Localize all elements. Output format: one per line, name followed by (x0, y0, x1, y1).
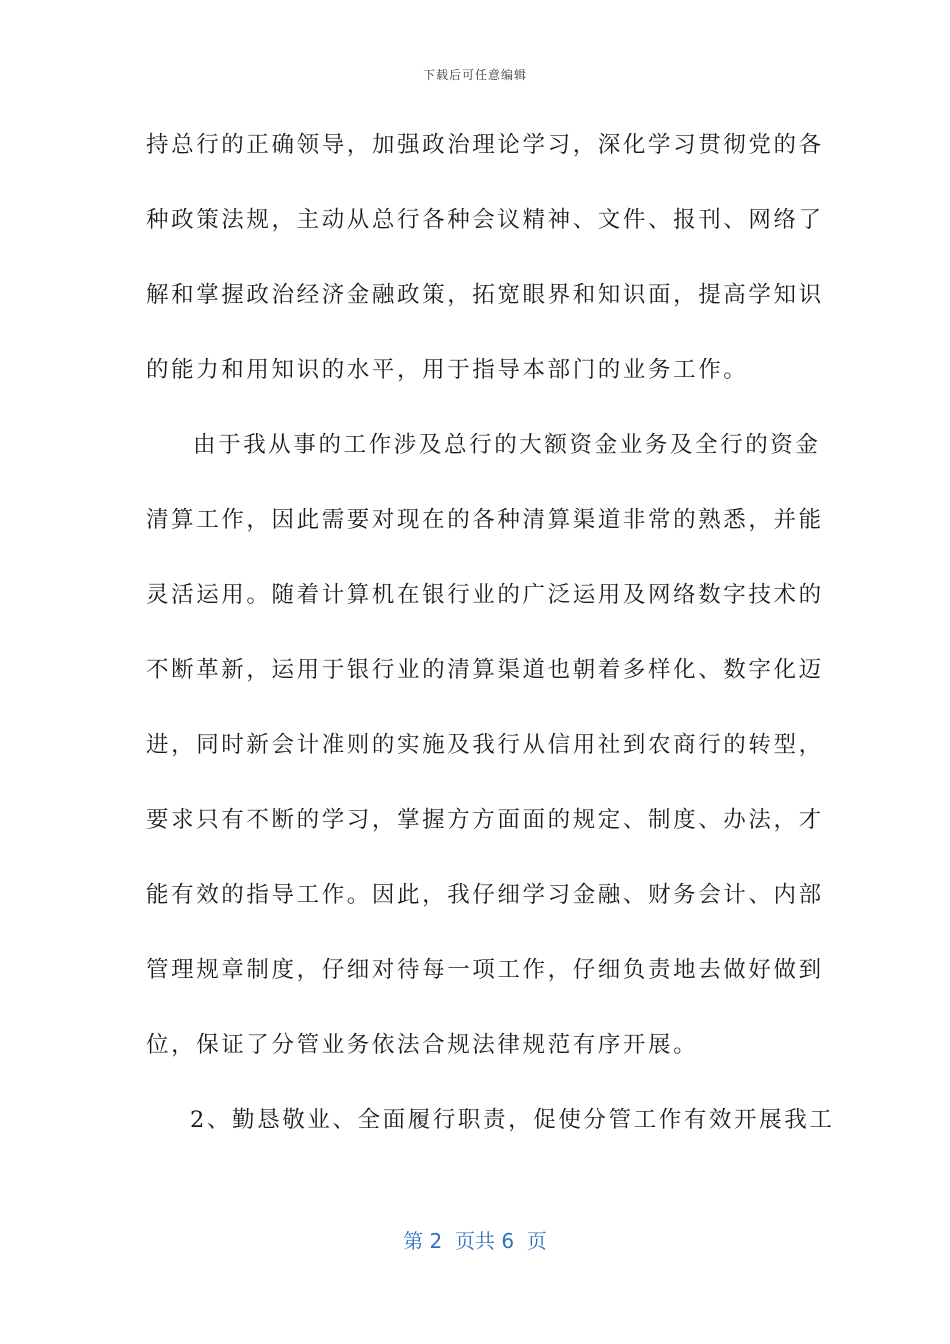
body-line-4: 的能力和用知识的水平，用于指导本部门的业务工作。 (146, 357, 749, 383)
body-line-2: 种政策法规，主动从总行各种会议精神、文件、报刊、网络了 (146, 207, 824, 233)
page-footer: 第 2 页共 6 页 (403, 1229, 547, 1253)
body-line-7: 灵活运用。随着计算机在银行业的广泛运用及网络数字技术的 (146, 582, 824, 608)
body-line-5: 由于我从事的工作涉及总行的大额资金业务及全行的资金 (193, 432, 821, 458)
body-line-14: 2、勤恳敬业、全面履行职责，促使分管工作有效开展我工 (190, 1107, 835, 1133)
body-line-13: 位，保证了分管业务依法合规法律规范有序开展。 (146, 1032, 699, 1058)
body-line-10: 要求只有不断的学习，掌握方方面面的规定、制度、办法，才 (146, 807, 824, 833)
body-line-12: 管理规章制度，仔细对待每一项工作，仔细负责地去做好做到 (146, 957, 824, 983)
body-line-1: 持总行的正确领导，加强政治理论学习，深化学习贯彻党的各 (146, 132, 824, 158)
body-line-9: 进，同时新会计准则的实施及我行从信用社到农商行的转型， (146, 732, 824, 758)
body-line-3: 解和掌握政治经济金融政策，拓宽眼界和知识面，提高学知识 (146, 282, 824, 308)
page-header: 下载后可任意编辑 (422, 68, 527, 82)
body-line-6: 清算工作，因此需要对现在的各种清算渠道非常的熟悉，并能 (146, 507, 824, 533)
body-line-11: 能有效的指导工作。因此，我仔细学习金融、财务会计、内部 (146, 882, 824, 908)
body-line-8: 不断革新，运用于银行业的清算渠道也朝着多样化、数字化迈 (146, 657, 824, 683)
